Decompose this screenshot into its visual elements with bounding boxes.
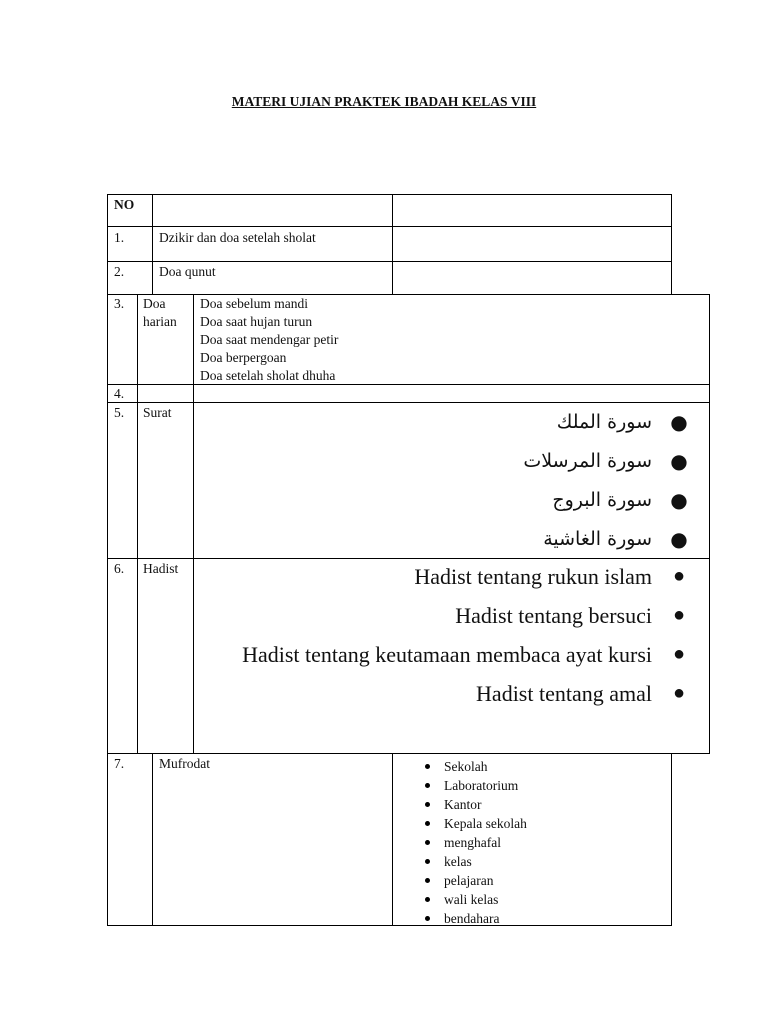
list-item: Doa saat mendengar petir xyxy=(200,332,339,347)
list-item: Kantor xyxy=(420,795,527,814)
header-no: NO xyxy=(114,197,135,212)
list-item: Doa saat hujan turun xyxy=(200,314,313,329)
hadist-title: Hadist tentang bersuci xyxy=(455,602,652,628)
list-item xyxy=(523,480,690,519)
list-item: Doa setelah sholat dhuha xyxy=(200,368,336,383)
row-number: 2. xyxy=(114,264,125,279)
mufrodat-list xyxy=(420,757,527,928)
list-item: Kepala sekolah xyxy=(420,814,527,833)
divider xyxy=(392,753,393,926)
divider xyxy=(137,294,138,754)
divider xyxy=(107,261,672,262)
list-item xyxy=(523,441,690,480)
list-item: kelas xyxy=(420,852,527,871)
surat-name: سورة الغاشية xyxy=(543,527,652,550)
list-item xyxy=(242,674,690,713)
bullet-icon: ● xyxy=(670,526,688,551)
row-materi: Dzikir dan doa setelah sholat xyxy=(159,230,316,245)
list-item: Doa sebelum mandi xyxy=(200,296,308,311)
table-lower xyxy=(107,753,672,926)
bullet-icon: ● xyxy=(672,565,686,587)
row-number: 7. xyxy=(114,756,125,771)
bullet-icon: ● xyxy=(670,487,688,512)
category-line: harian xyxy=(143,314,177,329)
hadist-title: Hadist tentang amal xyxy=(476,680,652,706)
list-item: wali kelas xyxy=(420,890,527,909)
divider xyxy=(152,194,153,295)
row-category xyxy=(143,295,177,331)
list-item: menghafal xyxy=(420,833,527,852)
list-item: pelajaran xyxy=(420,871,527,890)
hadist-title: Hadist tentang rukun islam xyxy=(414,563,652,589)
list-item xyxy=(242,557,690,596)
surat-name: سورة الملك xyxy=(556,410,652,433)
divider xyxy=(152,753,153,926)
category-line: Doa xyxy=(143,296,166,311)
bullet-icon: ● xyxy=(672,604,686,626)
list-item xyxy=(242,635,690,674)
bullet-icon: ● xyxy=(670,448,688,473)
divider xyxy=(107,384,710,385)
row-number: 3. xyxy=(114,296,125,311)
divider xyxy=(107,226,672,227)
doa-harian-list xyxy=(200,295,338,385)
surat-name: سورة المرسلات xyxy=(523,449,652,472)
surat-name: سورة البروج xyxy=(552,488,652,511)
row-number: 5. xyxy=(114,405,125,420)
row-category: Surat xyxy=(143,405,172,420)
row-number: 6. xyxy=(114,561,125,576)
row-category: Hadist xyxy=(143,561,179,576)
list-item xyxy=(523,519,690,558)
row-number: 4. xyxy=(114,386,125,401)
bullet-icon: ● xyxy=(672,643,686,665)
divider xyxy=(193,294,194,754)
list-item: Laboratorium xyxy=(420,776,527,795)
divider xyxy=(392,194,393,295)
list-item xyxy=(242,596,690,635)
list-item xyxy=(523,402,690,441)
list-item: Sekolah xyxy=(420,757,527,776)
list-item: bendahara xyxy=(420,909,527,928)
bullet-icon: ● xyxy=(670,409,688,434)
row-materi: Mufrodat xyxy=(159,756,210,771)
list-item: Doa berpergoan xyxy=(200,350,287,365)
surat-list xyxy=(523,402,690,558)
bullet-icon: ● xyxy=(672,682,686,704)
hadist-title: Hadist tentang keutamaan membaca ayat kursi xyxy=(242,641,652,667)
row-number: 1. xyxy=(114,230,125,245)
document-title: MATERI UJIAN PRAKTEK IBADAH KELAS VIII xyxy=(231,94,537,109)
row-materi: Doa qunut xyxy=(159,264,216,279)
hadist-list xyxy=(242,557,690,713)
